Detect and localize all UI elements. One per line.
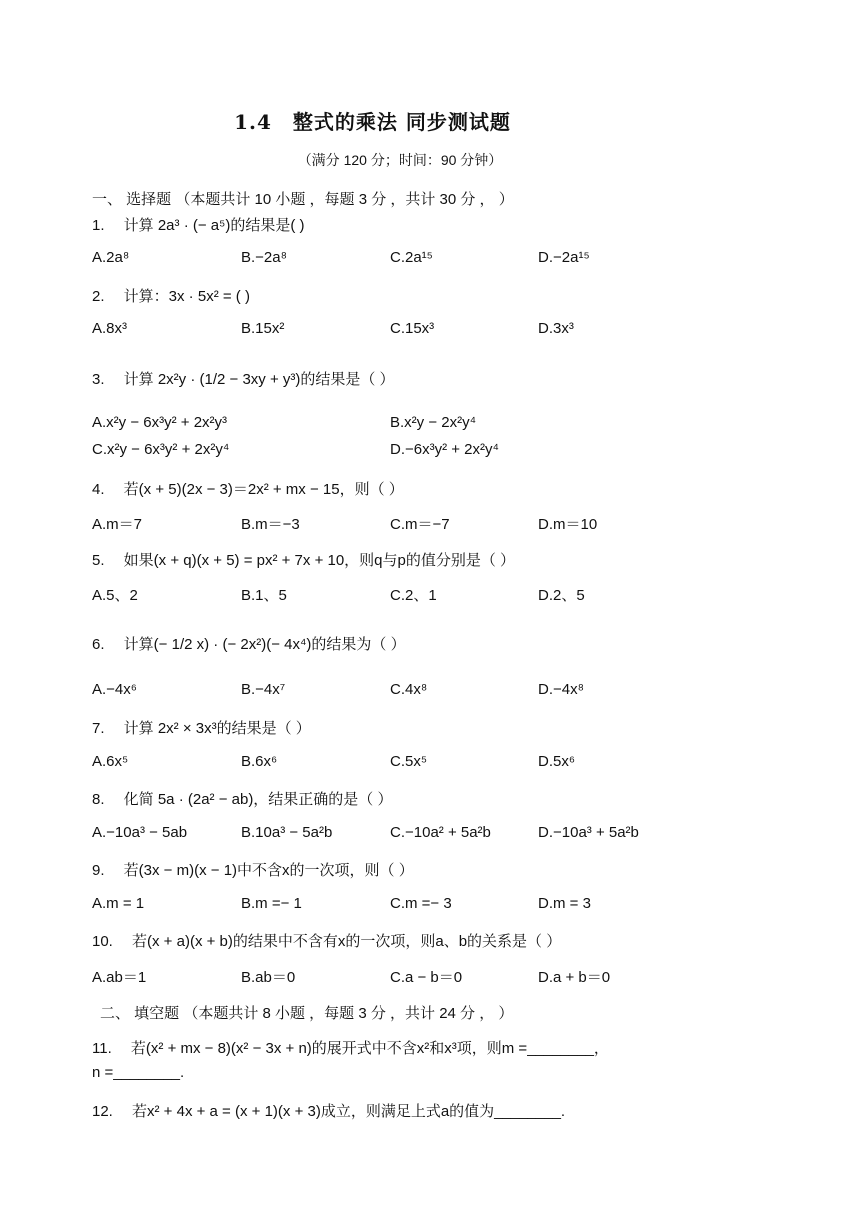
question-6: 6. 计算(− 1/2 x) · (− 2x²)(− 4x⁴)的结果为（ ） — [92, 636, 406, 653]
question-2-options — [92, 320, 772, 342]
option-a: A.ab＝1 — [92, 969, 147, 986]
question-12: 12. 若x² + 4x + a = (x + 1)(x + 3)成立，则满足上式a的值为________. — [92, 1103, 566, 1120]
question-10: 10. 若(x + a)(x + b)的结果中不含有x的一次项，则a、b的关系是（ ） — [92, 933, 562, 950]
option-c: C.2a¹⁵ — [390, 249, 433, 266]
option-a: A.2a⁸ — [92, 249, 130, 266]
option-d: D.m = 3 — [538, 895, 591, 912]
question-3-options-row1 — [92, 414, 772, 436]
option-b: B.−2a⁸ — [241, 249, 287, 266]
option-a: A.5、2 — [92, 587, 138, 604]
option-c: C.15x³ — [390, 320, 435, 337]
option-d: D.−10a³ + 5a²b — [538, 824, 639, 841]
option-a: A.−4x⁶ — [92, 681, 137, 698]
question-11-line-2: n =________. — [92, 1064, 185, 1081]
question-4: 4. 若(x + 5)(2x − 3)＝2x² + mx − 15，则（ ） — [92, 481, 404, 498]
option-d: D.2、5 — [538, 587, 585, 604]
option-c: C.5x⁵ — [390, 753, 428, 770]
question-3: 3. 计算 2x²y · (1/2 − 3xy + y³)的结果是（ ） — [92, 371, 395, 388]
question-9: 9. 若(3x − m)(x − 1)中不含x的一次项，则（ ） — [92, 862, 414, 879]
option-a: A.m＝7 — [92, 516, 143, 533]
section-heading-fill: 二、 填空题 （本题共计 8 小题 ，每题 3 分 ，共计 24 分 ， ） — [100, 1005, 514, 1022]
option-a: A.−10a³ − 5ab — [92, 824, 188, 841]
question-5: 5. 如果(x + q)(x + 5) = px² + 7x + 10，则q与p的值分别是（ ） — [92, 552, 516, 569]
option-b: B.10a³ − 5a²b — [241, 824, 333, 841]
question-3-options-row2 — [92, 441, 772, 463]
option-a: A.6x⁵ — [92, 753, 129, 770]
option-d: D.3x³ — [538, 320, 574, 337]
question-7: 7. 计算 2x² × 3x³的结果是（ ） — [92, 720, 311, 737]
question-10-options — [92, 966, 772, 988]
question-6-options — [92, 681, 772, 703]
option-b: B.x²y − 2x²y⁴ — [390, 414, 477, 431]
question-2: 2. 计算：3x · 5x² = ( ) — [92, 288, 250, 305]
question-8: 8. 化简 5a · (2a² − ab)，结果正确的是（ ） — [92, 791, 393, 808]
option-a: A.8x³ — [92, 320, 128, 337]
question-1: 1. 计算 2a³ · (− a⁵)的结果是( ) — [92, 217, 305, 234]
option-d: D.−6x³y² + 2x²y⁴ — [390, 441, 499, 458]
option-b: B.m =− 1 — [241, 895, 302, 912]
question-9-options — [92, 895, 772, 917]
question-7-options — [92, 753, 772, 775]
option-c: C.x²y − 6x³y² + 2x²y⁴ — [92, 441, 230, 458]
option-b: B.6x⁶ — [241, 753, 278, 770]
exam-info: （满分 120 分；时间：90 分钟） — [297, 152, 503, 168]
option-b: B.ab＝0 — [241, 969, 296, 986]
question-1-options — [92, 249, 772, 271]
question-8-options — [92, 824, 772, 846]
option-d: D.5x⁶ — [538, 753, 576, 770]
option-a: A.m = 1 — [92, 895, 145, 912]
option-d: D.a + b＝0 — [538, 969, 611, 986]
option-c: C.m＝−7 — [390, 516, 450, 533]
option-c: C.−10a² + 5a²b — [390, 824, 491, 841]
section-heading-choice: 一、 选择题 （本题共计 10 小题 ，每题 3 分 ，共计 30 分 ， ） — [92, 191, 514, 208]
option-b: B.15x² — [241, 320, 285, 337]
option-c: C.m =− 3 — [390, 895, 452, 912]
question-11: 11. 若(x² + mx − 8)(x² − 3x + n)的展开式中不含x²和x³项，则m =________， — [92, 1040, 609, 1057]
option-b: B.1、5 — [241, 587, 287, 604]
option-d: D.−2a¹⁵ — [538, 249, 590, 266]
page-title: 1.4 整式的乘法 同步测试题 — [234, 110, 511, 134]
option-d: D.−4x⁸ — [538, 681, 584, 698]
option-c: C.2、1 — [390, 587, 437, 604]
question-4-options — [92, 513, 772, 535]
question-5-options — [92, 584, 772, 606]
option-c: C.a − b＝0 — [390, 969, 463, 986]
option-d: D.m＝10 — [538, 516, 598, 533]
option-c: C.4x⁸ — [390, 681, 428, 698]
option-b: B.m＝−3 — [241, 516, 300, 533]
option-a: A.x²y − 6x³y² + 2x²y³ — [92, 414, 228, 431]
option-b: B.−4x⁷ — [241, 681, 286, 698]
